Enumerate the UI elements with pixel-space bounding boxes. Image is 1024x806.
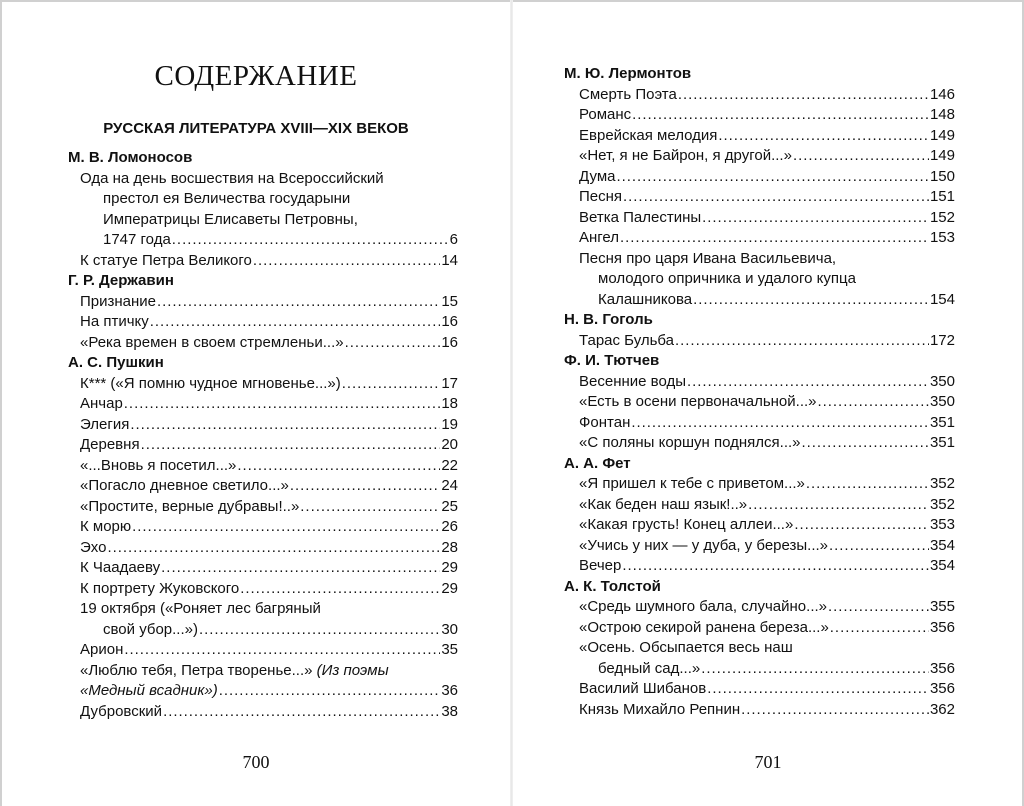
toc-page-number: 35 <box>441 641 458 658</box>
toc-entry-line <box>80 660 458 681</box>
toc-entry-title: К морю <box>80 518 132 535</box>
toc-dot-leader <box>616 166 928 187</box>
toc-author-heading: А. К. Толстой <box>564 577 661 595</box>
toc-entry-note <box>80 680 218 701</box>
toc-entry-title: Василий Шибанов <box>579 680 707 697</box>
toc-entry <box>579 514 955 535</box>
toc-entry-title: 19 октября («Роняет лес багряный <box>80 600 321 617</box>
toc-page-number: 352 <box>929 495 955 513</box>
toc-entry-title: свой убор...») <box>103 620 198 638</box>
toc-dot-leader <box>793 145 929 166</box>
toc-entry-title: Дубровский <box>80 702 163 720</box>
toc-page-number: 153 <box>929 229 955 246</box>
toc-dot-leader <box>130 414 440 435</box>
toc-dot-leader <box>687 371 929 392</box>
toc-entry <box>103 619 458 640</box>
toc-entry <box>80 557 458 578</box>
toc-author-heading: Г. Р. Державин <box>68 272 174 289</box>
toc-entry <box>80 434 458 455</box>
toc-dot-leader <box>124 393 441 414</box>
toc-entry-line <box>579 637 955 658</box>
toc-entry-title: Тарас Бульба <box>579 331 675 349</box>
toc-entry <box>80 393 458 414</box>
toc-entry <box>80 414 458 435</box>
toc-dot-leader <box>748 494 929 515</box>
toc-page-number: 146 <box>929 85 955 103</box>
toc-entry-title: «Какая грусть! Конец аллеи...» <box>579 516 794 533</box>
toc-dot-leader <box>693 289 929 310</box>
toc-entry <box>579 207 955 228</box>
toc-entry-title: Ода на день восшествия на Всероссийский <box>80 169 384 187</box>
toc-page-number: 30 <box>441 620 458 638</box>
toc-dot-leader <box>794 514 929 535</box>
toc-dot-leader <box>150 311 441 332</box>
toc-entry-title: «Люблю тебя, Петра творенье...» <box>80 661 313 679</box>
toc-dot-leader <box>678 84 929 105</box>
toc-dot-leader <box>300 496 440 517</box>
toc-entry <box>80 250 458 271</box>
toc-page-number: 354 <box>929 557 955 574</box>
toc-page-number: 152 <box>929 208 955 226</box>
toc-entry <box>80 496 458 517</box>
toc-dot-leader <box>806 473 929 494</box>
toc-entry-title: престол ея Величества государыни <box>103 190 351 207</box>
toc-page-number: 15 <box>441 292 458 310</box>
toc-entry-title: «Есть в осени первоначальной...» <box>579 393 817 410</box>
toc-entry <box>579 699 955 720</box>
toc-entry <box>80 475 458 496</box>
toc-author-heading: Н. В. Гоголь <box>564 311 653 328</box>
toc-entry-title: «Учись у них — у дуба, у березы...» <box>579 536 829 554</box>
toc-entry <box>80 701 458 722</box>
toc-entry <box>579 617 955 638</box>
toc-entry <box>579 555 955 576</box>
toc-entry-title: 1747 года <box>103 231 171 248</box>
toc-entry-title: Еврейская мелодия <box>579 126 718 144</box>
toc-entry-title: молодого опричника и удалого купца <box>598 270 856 287</box>
toc-dot-leader <box>163 701 440 722</box>
toc-page-number: 355 <box>929 598 955 615</box>
toc-page-number: 149 <box>929 147 955 164</box>
toc-dot-leader <box>199 619 440 640</box>
right-page <box>512 0 1024 806</box>
toc-entry <box>80 291 458 312</box>
toc-entry-line <box>103 188 458 209</box>
toc-page-number: 16 <box>441 333 458 351</box>
toc-entry-title: Анчар <box>80 395 123 412</box>
toc-page-number: 18 <box>441 395 458 412</box>
toc-page-number: 356 <box>929 618 955 636</box>
toc-page-number: 22 <box>441 456 458 474</box>
toc-dot-leader <box>620 227 929 248</box>
toc-page-number: 351 <box>929 434 955 451</box>
toc-page-number: 354 <box>929 536 955 554</box>
toc-dot-leader <box>829 535 929 556</box>
toc-entry <box>579 432 955 453</box>
toc-entry <box>579 473 955 494</box>
toc-page-number: 362 <box>929 700 955 718</box>
toc-entry-title: «Погасло дневное светило...» <box>80 477 289 494</box>
toc-entry-line <box>598 268 955 289</box>
toc-page-number: 28 <box>441 538 458 556</box>
toc-page-number: 150 <box>929 167 955 185</box>
toc-entry <box>579 678 955 699</box>
toc-entry <box>579 596 955 617</box>
toc-entry-title: К*** («Я помню чудное мгновенье...») <box>80 374 341 392</box>
toc-entry-title: Князь Михайло Репнин <box>579 700 741 718</box>
toc-page-number: 351 <box>929 413 955 431</box>
toc-dot-leader <box>172 229 449 250</box>
toc-entry-note: (Из поэмы <box>312 661 389 679</box>
toc-entry <box>579 371 955 392</box>
toc-entry <box>579 494 955 515</box>
toc-entry <box>579 84 955 105</box>
toc-page-number: 356 <box>929 680 955 697</box>
toc-dot-leader <box>702 207 929 228</box>
toc-page-number: 151 <box>929 188 955 205</box>
toc-entry-title: Калашникова <box>598 290 693 308</box>
toc-author-heading: А. А. Фет <box>564 454 631 472</box>
toc-page-number: 20 <box>441 436 458 453</box>
toc-dot-leader <box>701 658 929 679</box>
toc-entry <box>579 227 955 248</box>
toc-entry <box>80 373 458 394</box>
toc-dot-leader <box>345 332 441 353</box>
toc-author-heading: М. В. Ломоносов <box>68 149 193 166</box>
toc-entry-title: Деревня <box>80 436 140 453</box>
toc-entry-title: К портрету Жуковского <box>80 579 240 597</box>
toc-page-number: 14 <box>441 251 458 269</box>
toc-dot-leader <box>707 678 929 699</box>
toc-entry <box>579 391 955 412</box>
toc-entry <box>80 537 458 558</box>
toc-entry-title: Дума <box>579 167 616 185</box>
toc-dot-leader <box>240 578 440 599</box>
toc-page-number: 38 <box>441 702 458 720</box>
toc-entry-title: Романс <box>579 106 632 123</box>
toc-page-number: 350 <box>929 393 955 410</box>
toc-entry-title: «С поляны коршун поднялся...» <box>579 434 801 451</box>
toc-author-heading: А. С. Пушкин <box>68 354 164 371</box>
toc-page-number: 350 <box>929 372 955 390</box>
toc-dot-leader <box>141 434 441 455</box>
toc-entry <box>80 680 458 701</box>
toc-entry <box>579 145 955 166</box>
toc-entry-title: «Как беден наш язык!..» <box>579 495 748 513</box>
toc-page-number: 172 <box>929 331 955 349</box>
toc-dot-leader <box>675 330 929 351</box>
toc-entry <box>598 658 955 679</box>
toc-entry-line <box>579 248 955 269</box>
toc-entry-line <box>80 168 458 189</box>
toc-page-number: 353 <box>929 516 955 533</box>
toc-entry-title: Вечер <box>579 557 622 574</box>
toc-page-number: 148 <box>929 106 955 123</box>
toc-entry <box>579 535 955 556</box>
toc-entry <box>80 578 458 599</box>
toc-entry-title: «Нет, я не Байрон, я другой...» <box>579 147 792 164</box>
toc-dot-leader <box>623 186 929 207</box>
toc-page-number: 24 <box>441 477 458 494</box>
toc-entry-title: бедный сад...» <box>598 659 701 677</box>
toc-entry-title: К статуе Петра Великого <box>80 251 252 269</box>
toc-entry-title: «Я пришел к тебе с приветом...» <box>579 475 805 492</box>
toc-entry-title: Императрицы Елисаветы Петровны, <box>103 210 358 228</box>
toc-page-number: 29 <box>441 579 458 597</box>
toc-dot-leader <box>818 391 929 412</box>
toc-page-number: 154 <box>929 290 955 308</box>
toc-entry <box>80 639 458 660</box>
toc-entry <box>80 311 458 332</box>
toc-page-number: 6 <box>449 231 458 248</box>
toc-page-number: 26 <box>441 518 458 535</box>
toc-entry <box>80 455 458 476</box>
toc-page-number: 16 <box>441 313 458 330</box>
toc-entry-title: «Простите, верные дубравы!..» <box>80 497 300 515</box>
toc-entry-note-text: «Медный всадник») <box>80 682 218 699</box>
page-title: СОДЕРЖАНИЕ <box>154 60 358 92</box>
toc-dot-leader <box>237 455 440 476</box>
toc-entry-title: На птичку <box>80 313 149 330</box>
toc-entry-title: «...Вновь я посетил...» <box>80 456 237 474</box>
toc-entry-title: Арион <box>80 641 124 658</box>
toc-dot-leader <box>830 617 929 638</box>
toc-entry <box>579 104 955 125</box>
toc-page-number: 356 <box>929 659 955 677</box>
toc-dot-leader <box>161 557 440 578</box>
toc-page-number: 29 <box>441 559 458 576</box>
toc-dot-leader <box>219 680 441 701</box>
toc-page-number: 149 <box>929 126 955 144</box>
toc-entry <box>579 125 955 146</box>
toc-entry-title: Фонтан <box>579 413 631 431</box>
toc-entry-title: Признание <box>80 292 157 310</box>
toc-entry <box>579 412 955 433</box>
toc-author-heading: Ф. И. Тютчев <box>564 352 660 369</box>
toc-page-number: 352 <box>929 475 955 492</box>
toc-dot-leader <box>828 596 929 617</box>
toc-author-heading: М. Ю. Лермонтов <box>564 65 692 82</box>
section-heading: РУССКАЯ ЛИТЕРАТУРА XVIII—XIX ВЕКОВ <box>103 120 409 137</box>
toc-entry <box>80 332 458 353</box>
toc-entry <box>598 289 955 310</box>
toc-dot-leader <box>802 432 929 453</box>
toc-dot-leader <box>253 250 440 271</box>
toc-entry-title: Песня <box>579 188 623 205</box>
toc-entry-title: Песня про царя Ивана Васильевича, <box>579 249 837 267</box>
toc-entry-title: Эхо <box>80 538 107 556</box>
toc-dot-leader <box>157 291 440 312</box>
toc-entry-title: Весенние воды <box>579 372 686 390</box>
toc-dot-leader <box>132 516 440 537</box>
toc-dot-leader <box>342 373 441 394</box>
toc-entry-title: «Острою секирой ранена береза...» <box>579 618 829 636</box>
toc-dot-leader <box>718 125 929 146</box>
toc-dot-leader <box>107 537 440 558</box>
toc-entry-title: К Чаадаеву <box>80 559 161 576</box>
toc-dot-leader <box>124 639 440 660</box>
toc-dot-leader <box>632 104 929 125</box>
toc-entry <box>579 330 955 351</box>
page-number-right: 701 <box>754 752 782 772</box>
toc-entry <box>80 516 458 537</box>
toc-entry-title: Ангел <box>579 229 620 246</box>
toc-entry <box>103 229 458 250</box>
toc-dot-leader <box>741 699 929 720</box>
toc-entry-title: Элегия <box>80 415 130 433</box>
toc-page-number: 19 <box>441 415 458 433</box>
toc-page-number: 25 <box>441 497 458 515</box>
toc-page-number: 36 <box>441 682 458 699</box>
toc-entry-title: Ветка Палестины <box>579 208 702 226</box>
toc-entry-line <box>80 598 458 619</box>
toc-dot-leader <box>290 475 440 496</box>
toc-entry-line <box>103 209 458 230</box>
toc-entry-title: «Река времен в своем стремленьи...» <box>80 333 344 351</box>
toc-entry <box>579 166 955 187</box>
toc-dot-leader <box>622 555 929 576</box>
toc-entry <box>579 186 955 207</box>
toc-dot-leader <box>631 412 929 433</box>
page-number-left: 700 <box>242 752 270 772</box>
toc-page-number: 17 <box>441 374 458 392</box>
toc-entry-title: «Средь шумного бала, случайно...» <box>579 598 827 615</box>
toc-entry-title: Смерть Поэта <box>579 85 677 103</box>
toc-entry-title: «Осень. Обсыпается весь наш <box>579 639 793 656</box>
